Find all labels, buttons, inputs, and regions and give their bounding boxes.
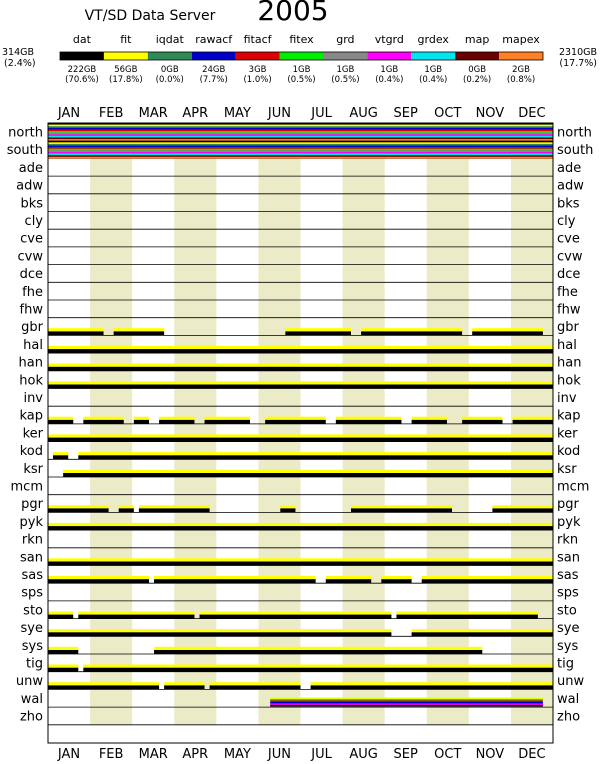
station-label-left-sps: sps xyxy=(21,585,43,601)
legend-label-rawacf: rawacf xyxy=(195,33,233,46)
station-label-right-gbr: gbr xyxy=(557,320,579,336)
coverage-dat-unw-3 xyxy=(311,685,553,689)
coverage-south-band-6 xyxy=(48,150,553,152)
legend-pct-grd: (0.5%) xyxy=(331,75,360,85)
coverage-north-band-8 xyxy=(48,136,553,138)
coverage-dat-sas-0 xyxy=(48,579,149,583)
coverage-dat-ker-0 xyxy=(48,438,553,442)
station-label-left-dce: dce xyxy=(19,267,43,283)
coverage-dat-kap-8 xyxy=(462,420,502,424)
coverage-dat-gbr-3 xyxy=(361,331,462,335)
station-label-right-kod: kod xyxy=(557,444,581,460)
station-label-right-adw: adw xyxy=(557,178,584,194)
coverage-south-band-8 xyxy=(48,154,553,156)
coverage-dat-pgr-4 xyxy=(351,508,452,512)
coverage-fit-sye-1 xyxy=(412,629,553,632)
coverage-dat-kap-9 xyxy=(513,420,553,424)
coverage-fit-san-0 xyxy=(48,558,553,561)
coverage-north-band-7 xyxy=(48,134,553,136)
coverage-fit-gbr-1 xyxy=(114,328,164,331)
coverage-fit-pgr-0 xyxy=(48,505,109,508)
month-label-bottom-mar: MAR xyxy=(138,747,168,762)
month-label-top-jul: JUL xyxy=(311,106,332,121)
coverage-dat-gbr-1 xyxy=(114,331,164,335)
legend-swatch-iqdat xyxy=(148,52,192,60)
coverage-dat-tig-0 xyxy=(48,668,78,672)
station-label-right-cly: cly xyxy=(557,214,576,229)
legend-swatch-vtgrd xyxy=(367,52,411,60)
coverage-north-band-6 xyxy=(48,133,553,135)
station-label-right-sto: sto xyxy=(557,603,577,619)
coverage-fit-sto-0 xyxy=(48,611,73,614)
station-label-right-dce: dce xyxy=(557,267,581,283)
coverage-fit-kap-6 xyxy=(336,417,402,420)
legend-label-fit: fit xyxy=(120,33,132,46)
coverage-dat-kap-0 xyxy=(48,420,73,424)
legend-size-rawacf: 24GB xyxy=(202,65,226,75)
coverage-wal-band-2 xyxy=(270,700,543,702)
chart-title: VT/SD Data Server xyxy=(84,8,216,24)
legend-size-grd: 1GB xyxy=(336,65,355,75)
coverage-fit-unw-1 xyxy=(164,682,204,685)
legend-pct-map: (0.2%) xyxy=(463,75,492,85)
coverage-fit-sas-3 xyxy=(381,576,411,579)
legend-pct-iqdat: (0.0%) xyxy=(155,75,184,85)
coverage-dat-pgr-3 xyxy=(280,508,295,512)
coverage-fit-gbr-3 xyxy=(361,328,462,331)
month-label-top-apr: APR xyxy=(182,106,209,121)
legend-pct-vtgrd: (0.4%) xyxy=(375,75,404,85)
legend xyxy=(60,33,543,85)
legend-size-grdex: 1GB xyxy=(424,65,443,75)
station-label-right-south: south xyxy=(557,143,594,159)
coverage-fit-han-0 xyxy=(48,364,553,367)
station-label-left-bks: bks xyxy=(20,196,43,212)
coverage-fit-sto-3 xyxy=(396,611,537,614)
station-label-left-kod: kod xyxy=(19,444,43,460)
station-label-left-fhe: fhe xyxy=(22,284,43,300)
coverage-fit-kap-1 xyxy=(83,417,123,420)
coverage-fit-gbr-4 xyxy=(472,328,543,331)
coverage-dat-kap-7 xyxy=(412,420,447,424)
coverage-dat-pgr-0 xyxy=(48,508,109,512)
coverage-fit-tig-0 xyxy=(48,665,78,668)
coverage-dat-unw-1 xyxy=(164,685,204,689)
coverage-fit-unw-0 xyxy=(48,682,159,685)
month-label-top-jan: JAN xyxy=(57,106,81,121)
coverage-dat-kap-6 xyxy=(336,420,402,424)
coverage-fit-pgr-4 xyxy=(351,505,452,508)
station-label-right-cvw: cvw xyxy=(557,249,583,265)
coverage-dat-sas-2 xyxy=(326,579,371,583)
station-label-right-bks: bks xyxy=(557,196,580,212)
legend-pct-mapex: (0.8%) xyxy=(506,75,536,85)
coverage-dat-sys-0 xyxy=(48,650,78,654)
coverage-north-band-5 xyxy=(48,131,553,133)
coverage-dat-sys-1 xyxy=(154,650,482,654)
coverage-fit-kap-0 xyxy=(48,417,73,420)
coverage-wal-band-0 xyxy=(270,697,543,699)
station-label-left-north: north xyxy=(8,125,43,141)
station-label-left-gbr: gbr xyxy=(21,320,43,336)
legend-size-fitacf: 3GB xyxy=(248,65,267,75)
legend-label-vtgrd: vtgrd xyxy=(374,33,404,46)
coverage-dat-unw-0 xyxy=(48,685,159,689)
coverage-dat-ksr-0 xyxy=(63,473,553,477)
month-label-top-mar: MAR xyxy=(138,106,168,121)
station-label-right-tig: tig xyxy=(557,656,574,672)
coverage-dat-sye-1 xyxy=(412,632,553,636)
coverage-dat-sto-2 xyxy=(200,615,392,619)
station-label-right-san: san xyxy=(557,550,580,566)
station-label-left-ker: ker xyxy=(22,426,43,442)
coverage-fit-kod-1 xyxy=(78,452,553,455)
month-label-top-jun: JUN xyxy=(267,106,291,121)
coverage-fit-gbr-0 xyxy=(48,328,104,331)
legend-label-grdex: grdex xyxy=(417,33,449,46)
month-label-bottom-feb: FEB xyxy=(98,747,124,762)
station-label-left-san: san xyxy=(20,550,43,566)
coverage-dat-sto-1 xyxy=(78,615,194,619)
coverage-dat-san-0 xyxy=(48,562,553,566)
month-label-top-aug: AUG xyxy=(349,106,378,121)
station-label-right-fhe: fhe xyxy=(557,284,578,300)
month-label-bottom-oct: OCT xyxy=(434,747,462,762)
coverage-dat-kod-0 xyxy=(53,455,68,459)
station-label-left-unw: unw xyxy=(15,674,43,690)
station-label-left-cve: cve xyxy=(20,231,43,247)
coverage-fit-sas-1 xyxy=(154,576,316,579)
station-label-left-zho: zho xyxy=(19,709,43,725)
coverage-dat-pgr-1 xyxy=(119,508,134,512)
legend-label-dat: dat xyxy=(72,33,91,46)
coverage-south-band-5 xyxy=(48,149,553,151)
month-label-bottom-jul: JUL xyxy=(311,747,332,762)
legend-pct-fit: (17.8%) xyxy=(109,75,143,85)
legend-pct-fitacf: (1.0%) xyxy=(243,75,272,85)
station-label-left-kap: kap xyxy=(19,408,43,424)
coverage-dat-tig-1 xyxy=(83,668,553,672)
legend-size-dat: 222GB xyxy=(67,65,97,75)
coverage-fit-ker-0 xyxy=(48,434,553,437)
station-label-left-inv: inv xyxy=(23,391,43,406)
legend-label-iqdat: iqdat xyxy=(155,33,184,46)
legend-swatch-grd xyxy=(323,52,367,60)
station-label-left-sye: sye xyxy=(20,621,43,637)
month-label-top-dec: DEC xyxy=(518,106,546,121)
coverage-fit-gbr-2 xyxy=(285,328,351,331)
coverage-fit-pgr-2 xyxy=(139,505,210,508)
coverage-south-band-9 xyxy=(48,155,553,157)
station-label-right-kap: kap xyxy=(557,408,581,424)
right-total-size: 2310GB xyxy=(558,47,597,58)
coverage-fit-unw-3 xyxy=(311,682,553,685)
coverage-dat-sto-3 xyxy=(396,615,537,619)
legend-swatch-fitex xyxy=(280,52,324,60)
month-label-bottom-nov: NOV xyxy=(475,747,505,762)
station-label-left-hal: hal xyxy=(23,337,43,353)
coverage-fit-pgr-3 xyxy=(280,505,295,508)
legend-size-mapex: 2GB xyxy=(512,65,530,75)
legend-swatch-map xyxy=(455,52,499,60)
coverage-dat-han-0 xyxy=(48,367,553,371)
coverage-south-band-0 xyxy=(48,141,553,143)
right-total-pct: (17.7%) xyxy=(559,58,597,69)
coverage-fit-pgr-5 xyxy=(492,505,553,508)
station-label-right-mcm: mcm xyxy=(557,479,590,495)
station-label-left-cvw: cvw xyxy=(17,249,43,265)
coverage-north-band-1 xyxy=(48,125,553,127)
coverage-fit-kap-7 xyxy=(412,417,447,420)
coverage-north-band-4 xyxy=(48,129,553,131)
station-label-right-sas: sas xyxy=(557,568,579,583)
coverage-dat-sas-3 xyxy=(381,579,411,583)
station-label-right-sye: sye xyxy=(557,621,580,637)
station-label-left-fhw: fhw xyxy=(19,302,43,318)
legend-label-mapex: mapex xyxy=(502,33,540,46)
station-label-left-han: han xyxy=(18,355,43,371)
coverage-fit-sas-0 xyxy=(48,576,149,579)
month-label-bottom-dec: DEC xyxy=(518,747,546,762)
station-label-right-ksr: ksr xyxy=(557,461,577,477)
coverage-north-band-10 xyxy=(48,139,553,141)
station-label-right-hok: hok xyxy=(557,373,581,389)
coverage-south-band-7 xyxy=(48,152,553,154)
month-label-top-nov: NOV xyxy=(475,106,505,121)
coverage-fit-kod-0 xyxy=(53,452,68,455)
coverage-dat-pyk-0 xyxy=(48,526,553,530)
coverage-fit-hok-0 xyxy=(48,381,553,384)
legend-size-vtgrd: 1GB xyxy=(380,65,399,75)
station-label-right-sys: sys xyxy=(557,638,579,654)
station-label-left-tig: tig xyxy=(26,656,43,672)
station-label-right-unw: unw xyxy=(557,674,585,690)
coverage-wal-band-5 xyxy=(270,705,543,707)
coverage-fit-sys-0 xyxy=(48,647,78,650)
station-label-left-mcm: mcm xyxy=(10,479,43,495)
coverage-fit-kap-9 xyxy=(513,417,553,420)
coverage-fit-sys-1 xyxy=(154,647,482,650)
coverage-dat-kap-4 xyxy=(205,420,250,424)
legend-label-fitex: fitex xyxy=(289,33,314,46)
coverage-dat-sas-4 xyxy=(422,579,553,583)
month-label-top-sep: SEP xyxy=(393,106,418,121)
coverage-dat-gbr-2 xyxy=(285,331,351,335)
coverage-dat-unw-2 xyxy=(210,685,301,689)
coverage-dat-kap-5 xyxy=(265,420,326,424)
month-label-top-feb: FEB xyxy=(98,106,124,121)
coverage-fit-kap-2 xyxy=(134,417,149,420)
station-label-left-adw: adw xyxy=(16,178,43,194)
coverage-wal-band-3 xyxy=(270,702,543,704)
coverage-fit-sto-1 xyxy=(78,611,194,614)
coverage-dat-gbr-4 xyxy=(472,331,543,335)
coverage-dat-hal-0 xyxy=(48,349,553,353)
left-total-size: 314GB xyxy=(2,47,35,58)
legend-swatch-fitacf xyxy=(236,52,280,60)
coverage-south-band-3 xyxy=(48,146,553,148)
chart-year: 2005 xyxy=(257,0,329,27)
coverage-wal-band-4 xyxy=(270,703,543,705)
legend-size-fit: 56GB xyxy=(114,65,138,75)
coverage-north-band-9 xyxy=(48,137,553,139)
coverage-dat-kap-2 xyxy=(134,420,149,424)
coverage-dat-kod-1 xyxy=(78,455,553,459)
station-label-right-pgr: pgr xyxy=(557,497,579,513)
coverage-fit-tig-1 xyxy=(83,665,553,668)
coverage-dat-kap-3 xyxy=(159,420,194,424)
coverage-fit-sye-0 xyxy=(48,629,391,632)
coverage-north-band-3 xyxy=(48,128,553,130)
month-label-bottom-jun: JUN xyxy=(267,747,291,762)
legend-swatch-fit xyxy=(104,52,148,60)
month-label-bottom-apr: APR xyxy=(182,747,209,762)
month-label-top-oct: OCT xyxy=(434,106,462,121)
coverage-fit-kap-5 xyxy=(265,417,326,420)
legend-swatch-mapex xyxy=(499,52,543,60)
station-label-left-sas: sas xyxy=(21,568,43,583)
station-label-left-south: south xyxy=(6,143,43,159)
coverage-fit-sto-2 xyxy=(200,611,392,614)
month-label-bottom-aug: AUG xyxy=(349,747,378,762)
legend-size-map: 0GB xyxy=(468,65,487,75)
station-label-left-pyk: pyk xyxy=(19,514,43,530)
legend-swatch-grdex xyxy=(411,52,455,60)
coverage-dat-pgr-2 xyxy=(139,508,210,512)
station-label-right-hal: hal xyxy=(557,337,577,353)
legend-size-iqdat: 0GB xyxy=(160,65,179,75)
coverage-fit-unw-2 xyxy=(210,682,301,685)
station-label-right-ker: ker xyxy=(557,426,578,442)
station-label-left-ksr: ksr xyxy=(23,461,43,477)
coverage-wal-band-1 xyxy=(270,699,543,701)
legend-pct-dat: (70.6%) xyxy=(65,75,99,85)
station-label-right-zho: zho xyxy=(557,709,581,725)
coverage-dat-gbr-0 xyxy=(48,331,104,335)
station-label-right-sps: sps xyxy=(557,585,579,601)
coverage-fit-pyk-0 xyxy=(48,523,553,526)
coverage-fit-kap-8 xyxy=(462,417,502,420)
coverage-fit-kap-4 xyxy=(205,417,250,420)
station-label-left-pgr: pgr xyxy=(21,497,43,513)
coverage-dat-pgr-5 xyxy=(492,508,553,512)
coverage-south-band-4 xyxy=(48,147,553,149)
coverage-dat-hok-0 xyxy=(48,385,553,389)
station-label-left-sto: sto xyxy=(23,603,43,619)
coverage-fit-hal-0 xyxy=(48,346,553,349)
coverage-fit-kap-3 xyxy=(159,417,194,420)
station-label-left-sys: sys xyxy=(21,638,43,654)
legend-swatch-rawacf xyxy=(192,52,236,60)
legend-size-fitex: 1GB xyxy=(292,65,311,75)
month-label-top-may: MAY xyxy=(223,106,251,121)
station-label-left-wal: wal xyxy=(20,691,43,707)
station-label-right-wal: wal xyxy=(557,691,580,707)
legend-pct-fitex: (0.5%) xyxy=(287,75,316,85)
station-label-left-cly: cly xyxy=(24,214,43,229)
legend-swatch-dat xyxy=(60,52,104,60)
coverage-fit-sas-2 xyxy=(326,576,371,579)
coverage-dat-sye-0 xyxy=(48,632,391,636)
legend-label-map: map xyxy=(464,33,490,46)
station-label-left-ade: ade xyxy=(18,160,43,176)
coverage-south-band-1 xyxy=(48,142,553,144)
month-label-bottom-jan: JAN xyxy=(57,747,81,762)
coverage-fit-sas-4 xyxy=(422,576,553,579)
station-label-right-han: han xyxy=(557,355,582,371)
coverage-south-band-2 xyxy=(48,144,553,146)
coverage-dat-sas-1 xyxy=(154,579,316,583)
station-label-right-north: north xyxy=(557,125,592,141)
coverage-fit-pgr-1 xyxy=(119,505,134,508)
coverage-fit-ksr-0 xyxy=(63,470,553,473)
legend-pct-grdex: (0.4%) xyxy=(419,75,448,85)
coverage-south-band-10 xyxy=(48,157,553,159)
station-label-right-pyk: pyk xyxy=(557,514,581,530)
coverage-dat-kap-1 xyxy=(83,420,123,424)
legend-pct-rawacf: (7.7%) xyxy=(199,75,228,85)
station-label-right-ade: ade xyxy=(557,160,582,176)
station-label-right-cve: cve xyxy=(557,231,580,247)
station-label-right-rkn: rkn xyxy=(557,532,579,548)
legend-label-fitacf: fitacf xyxy=(243,33,272,46)
station-label-left-hok: hok xyxy=(19,373,43,389)
coverage-dat-sto-0 xyxy=(48,615,73,619)
month-label-bottom-may: MAY xyxy=(223,747,251,762)
station-label-left-rkn: rkn xyxy=(21,532,43,548)
station-label-right-fhw: fhw xyxy=(557,302,581,318)
month-label-bottom-sep: SEP xyxy=(393,747,418,762)
station-label-right-inv: inv xyxy=(557,391,577,406)
left-total-pct: (2.4%) xyxy=(4,58,36,69)
coverage-north-band-2 xyxy=(48,126,553,128)
legend-label-grd: grd xyxy=(336,33,355,46)
